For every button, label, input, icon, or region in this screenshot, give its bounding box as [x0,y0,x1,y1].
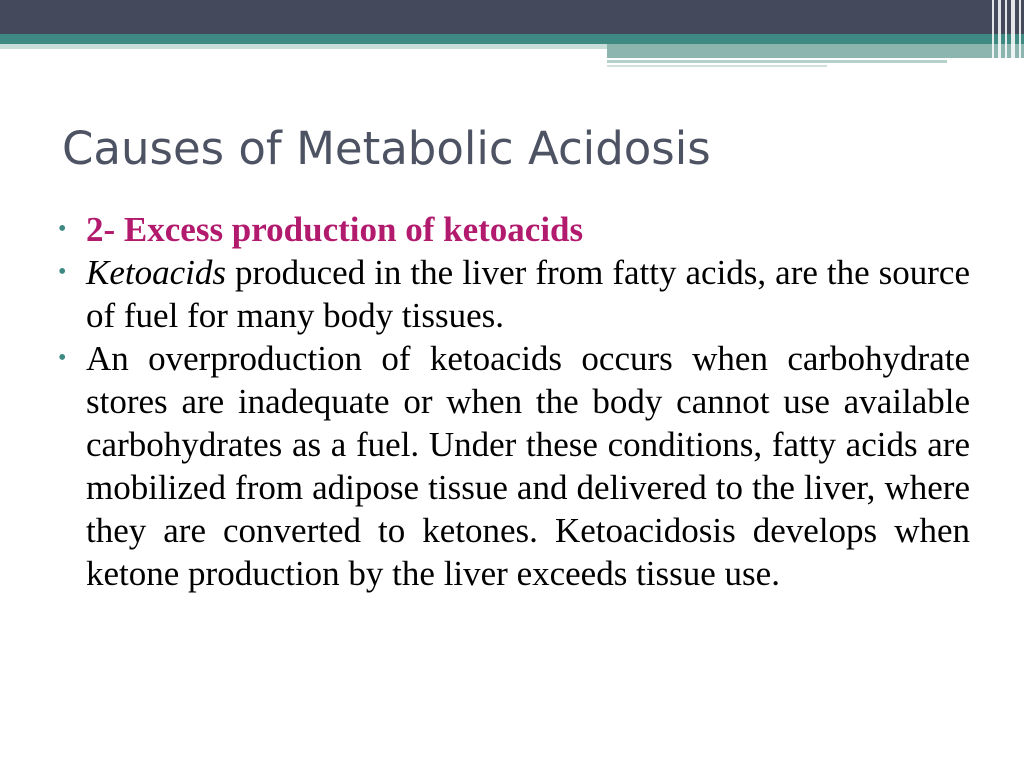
bullet-item-ketoacids [56,251,970,337]
bullet-dot-icon: • [58,216,67,242]
bullet-dot-icon: • [58,345,67,371]
banner-teal-right-band [607,44,1024,58]
bullet-italic-term: Ketoacids [86,253,226,292]
bullet-dot-icon: • [58,259,67,285]
banner-stripes [990,0,1024,70]
banner-pale-band [0,44,610,49]
bullet-body-text: An overproduction of ketoacids occurs when carbohydrate stores are inadequate or when the body cannot use available carbohydrates as a fuel. Under these conditions, fatty acids are mobilized from adipose tissue and delivered to the liver, where they are converted to ketones. Ketoacidosis develops when ketone production by the liver exceeds tissue use. [86,339,970,593]
header-banner [0,0,1024,72]
bullet-item-heading [56,208,970,251]
bullet-item-overproduction [56,337,970,595]
banner-line-right [607,60,947,63]
bullet-heading-text: 2- Excess production of ketoacids [86,210,584,249]
banner-line-right-thin [607,65,827,67]
bullet-list [56,208,970,595]
banner-dark-band [0,0,1024,34]
bullet-body-text: produced in the liver from fatty acids, are the source of fuel for many body tissues. [86,253,970,335]
banner-teal-band [0,34,1024,44]
slide-title: Causes of Metabolic Acidosis [62,122,711,175]
